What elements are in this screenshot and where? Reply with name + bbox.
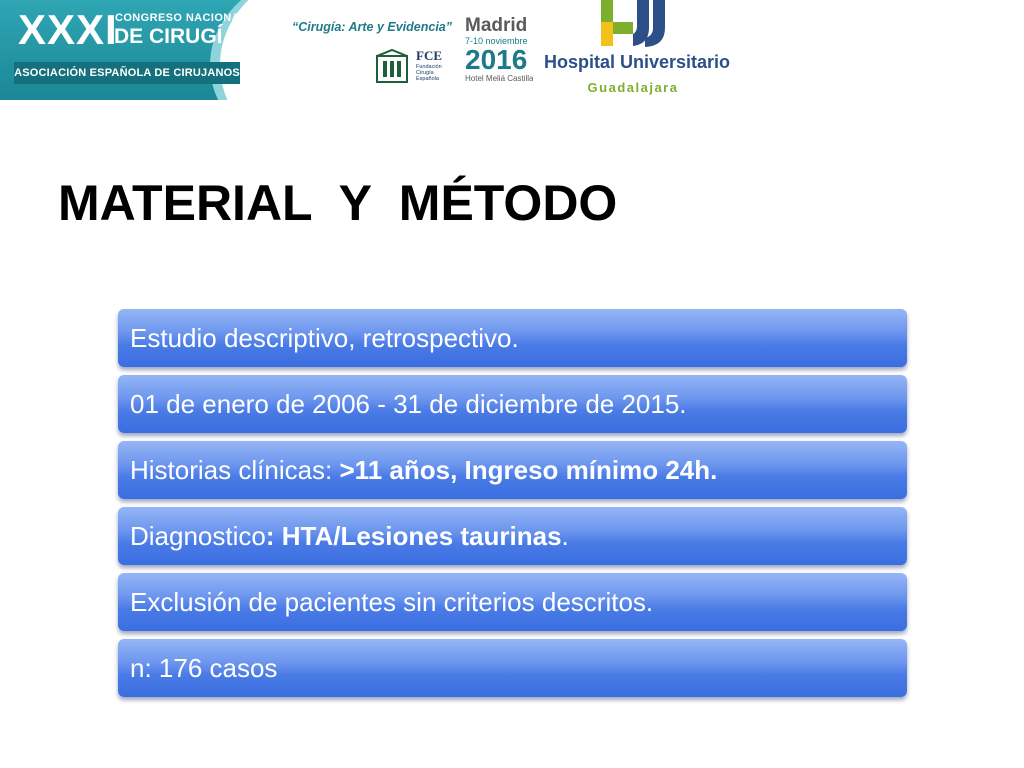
hospital-logo: [533, 0, 733, 100]
congress-subject: DE CIRUGÍA: [114, 25, 238, 48]
header-banner: [0, 0, 735, 100]
item-text: Estudio descriptivo, retrospectivo.: [130, 323, 519, 353]
hospital-city: Guadalajara: [587, 80, 679, 95]
venue-city: Madrid: [465, 15, 528, 36]
venue-hotel: Hotel Meliá Castilla: [465, 74, 534, 83]
congress-logo: [0, 0, 300, 100]
item-text: Diagnostico: [130, 521, 266, 551]
hospital-name: Hospital Universitario: [543, 52, 731, 72]
method-item: [118, 639, 907, 697]
item-tail: .: [561, 521, 569, 551]
fce-emblem-icon: [373, 48, 411, 86]
item-emphasis: : HTA/Lesiones taurinas: [265, 521, 562, 551]
hospital-emblem-icon: [597, 0, 669, 48]
method-list: [118, 309, 907, 705]
association-name: ASOCIACIÓN ESPAÑOLA DE CIRUJANOS: [14, 62, 240, 84]
fce-logo: [416, 48, 456, 82]
method-item: [118, 441, 907, 499]
slide-title: MATERIAL Y MÉTODO: [58, 175, 618, 231]
method-item: [118, 507, 907, 565]
item-text: 01 de enero de 2006 - 31 de diciembre de 2015.: [130, 389, 687, 419]
congress-number: XXXI: [18, 6, 118, 53]
item-text: n: 176 casos: [130, 653, 278, 683]
method-item: [118, 573, 907, 631]
venue-year: 2016: [465, 44, 528, 75]
method-item: [118, 309, 907, 367]
venue-block: [465, 16, 533, 84]
fce-abbreviation: FCE: [416, 48, 442, 63]
congress-label: CONGRESO NACIONAL: [115, 12, 248, 24]
item-text: Exclusión de pacientes sin criterios descritos.: [130, 587, 654, 617]
fce-full-name: Fundación Cirugía Española: [416, 64, 442, 82]
item-text: Historias clínicas:: [130, 455, 340, 485]
congress-motto: “Cirugía: Arte y Evidencia”: [292, 20, 452, 34]
item-emphasis: >11 años, Ingreso mínimo 24h.: [339, 455, 718, 485]
venue-dates: 7-10 noviembre: [465, 36, 528, 46]
method-item: [118, 375, 907, 433]
